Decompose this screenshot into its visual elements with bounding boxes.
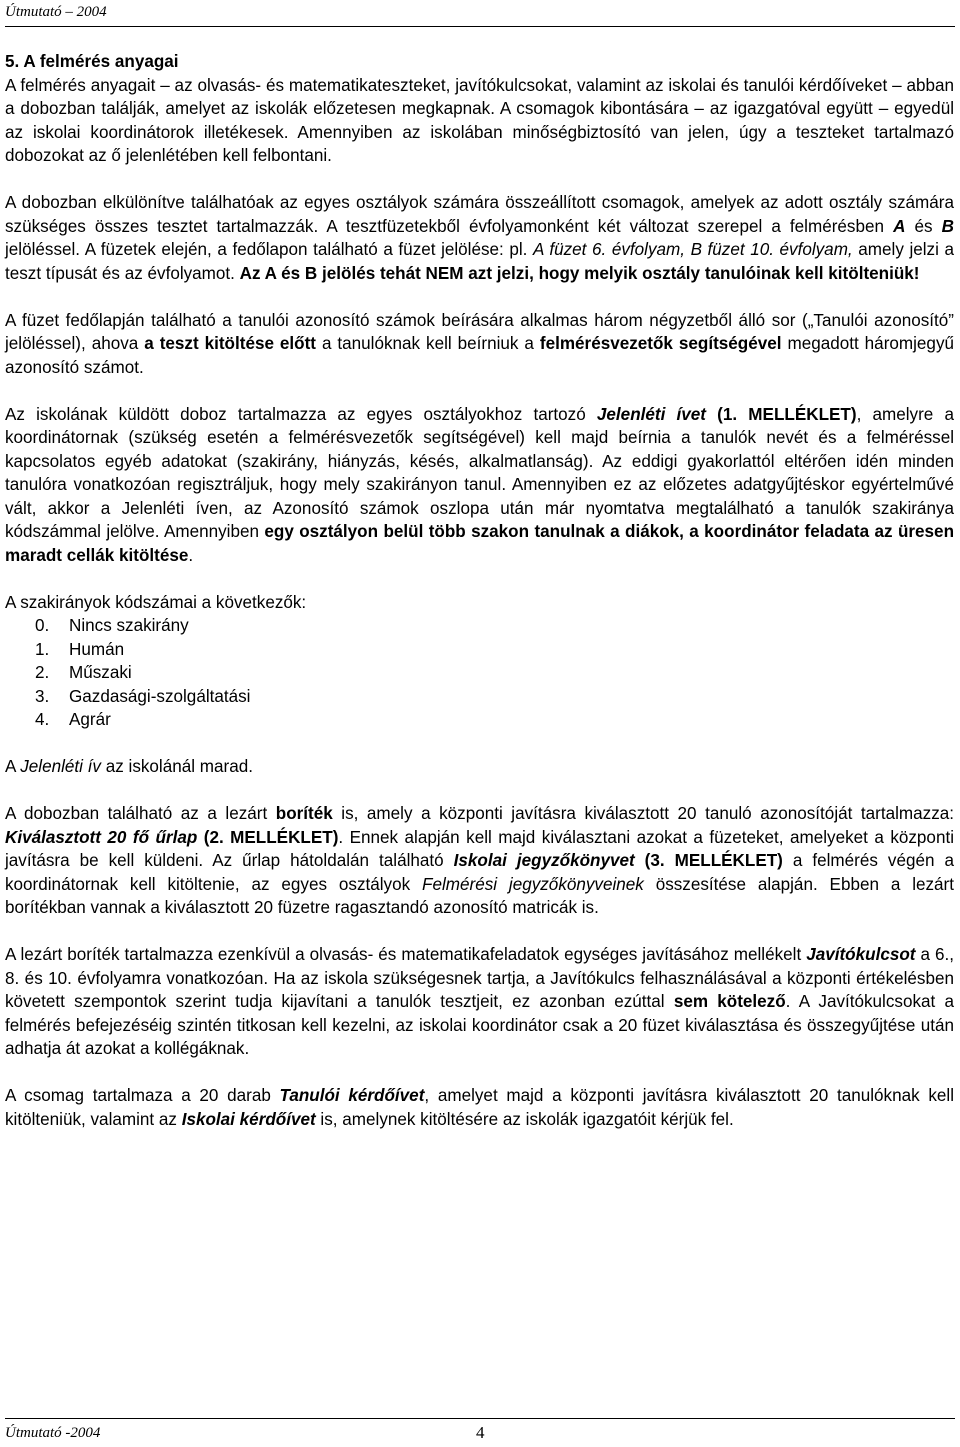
list-item: 3. Gazdasági-szolgáltatási [35, 686, 251, 706]
paragraph-attendance-sheet: Az iskolának küldött doboz tartalmazza az egyes osztályokhoz tartozó Jelenléti ívet (1. MELLÉKLET), amelyre a koordinátornak (szükség esetén a felmérésvezetők segítségével) kell majd beírnia a tanulók nevét és a felméréssel kapcsolatos egyéb adatokat (szakirány, hiányzás, késés, alkalmatlanság). Az eddigi gyakorlattól eltérően idén minden tanulóra vonatkozóan regisztráljuk, hogy mely szakirányon tanul. Amennyiben ez az előzetes adatgyűjtéskor egyértelművé vált, akkor a Jelenléti íven, az Azonosító számok oszlopa után már nyomtatva megtalálható a tanulók szakiránya kódszámmal jelölve. Amennyiben egy osztályon belül több szakon tanulnak a diákok, a koordinátor feladata az üresen maradt cellák kitöltése. [5, 404, 955, 565]
paragraph-questionnaires: A csomag tartalmaza a 20 darab Tanulói kérdőívet, amelyet majd a központi javításra kiválasztott 20 tanulóknak kell kitölteniük, valamint az Iskolai kérdőívet is, amelynek kitöltésére az iskolák igazgatóit kérjük fel. [5, 1086, 954, 1129]
list-item: 1. Humán [35, 639, 125, 659]
paragraph-materials: A felmérés anyagait – az olvasás- és matematikateszteket, javítókulcsokat, valamint az iskolai és tanulói kérdőíveket – abban a dobozban találják, amelyet az iskolák előzetesen megkapnak. A csomagok kibontására – az igazgatóval együtt – egyedül az iskolai koordinátorok illetékesek. Amennyiben az iskolában minőségbiztosító van jelen, úgy a teszteket tartalmazó dobozokat az ő jelenlétében kell felbontani. [5, 75, 954, 165]
codes-intro: A szakirányok kódszámai a következők: [5, 592, 307, 612]
header-text: Útmutató – 2004 [5, 4, 107, 20]
list-item: 2. Műszaki [35, 663, 132, 682]
specialization-codes-list [5, 614, 954, 732]
list-item: 0. Nincs szakirány [35, 616, 189, 635]
list-item: 4. Agrár [35, 710, 111, 729]
paragraph-student-id: A füzet fedőlapján található a tanulói azonosító számok beírására alkalmas három négyzetből álló sor („Tanulói azonosító” jelöléssel), ahova a teszt kitöltése előtt a tanulóknak kell beírniuk a felmérésvezetők segítségével megadott háromjegyű azonosító számot. [5, 310, 954, 377]
paragraph-answer-key: A lezárt boríték tartalmazza ezenkívül a olvasás- és matematikafeladatok egységes javításához mellékelt Javítókulcsot a 6., 8. és 10. évfolyamra vonatkozóan. Ha az iskola szükségesnek tartja, a Javítókulcs felhasználásával a központi értékelésben követett szempontok szerint tudja kijavítani a tanulók tesztjeit, ez azonban ezúttal sem kötelező. A Javítókulcsokat a felmérés befejezéséig szintén titkosan kell kezelni, az iskolai koordinátor csak a 20 füzet kiválasztása és összegyűjtése után adhatja át azokat a kollégáknak. [5, 945, 954, 1058]
section-title: 5. A felmérés anyagai [5, 52, 179, 71]
page-number: 4 [476, 1423, 485, 1442]
page-header [5, 0, 955, 27]
footer-text: Útmutató -2004 [5, 1425, 101, 1441]
paragraph-packages: A dobozban elkülönítve találhatóak az egyes osztályok számára összeállított csomagok, amelyek az adott osztály számára szükséges összes tesztet tartalmazzák. A tesztfüzetekből évfolyamonként két változat szerepel a felmérésben A és B jelöléssel. A füzetek elején, a fedőlapon található a füzet jelölése: pl. A füzet 6. évfolyam, B füzet 10. évfolyam, amely jelzi a teszt típusát és az évfolyamot. Az A és B jelölés tehát NEM azt jelzi, hogy melyik osztály tanulóinak kell kitölteniük! [5, 193, 954, 283]
document-body [5, 50, 954, 1155]
paragraph-attendance-stays: A Jelenléti ív az iskolánál marad. [5, 757, 254, 776]
page-footer [5, 1418, 955, 1447]
paragraph-sealed-envelope: A dobozban található az a lezárt boríték is, amely a központi javításra kiválasztott 20 tanuló azonosítóját tartalmazza: Kiválasztott 20 fő űrlap (2. MELLÉKLET). Ennek alapján kell majd kiválasztani azokat a füzeteket, amelyeket a központi javításra be kell küldeni. Az űrlap hátoldalán található Iskolai jegyzőkönyvet (3. MELLÉKLET) a felmérés végén a koordinátornak kell kitöltenie, az egyes osztályok Felmérési jegyzőkönyveinek összesítése alapján. Ebben a lezárt borítékban vannak a kiválasztott 20 füzetre ragasztandó azonosító matricák is. [5, 804, 955, 917]
